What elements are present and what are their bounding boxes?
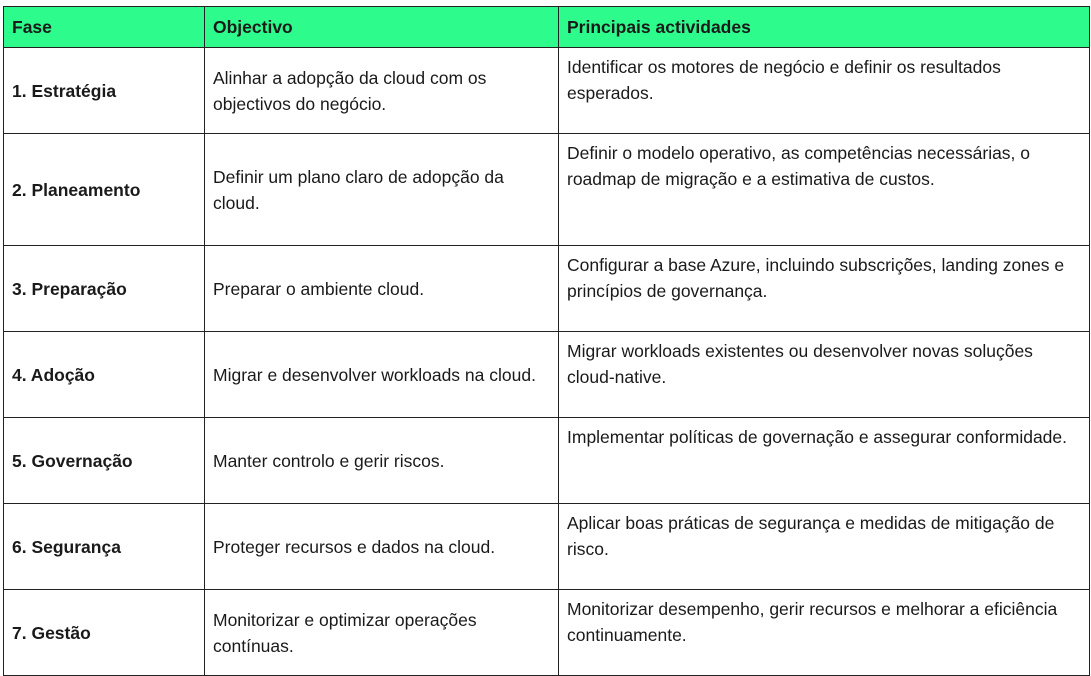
- activities-cell: Aplicar boas práticas de segurança e medidas de mitigação de risco.: [559, 504, 1090, 590]
- activities-cell: Migrar workloads existentes ou desenvolver novas soluções cloud-native.: [559, 332, 1090, 418]
- table-row: [4, 590, 1090, 676]
- table-row: [4, 48, 1090, 134]
- table-row: [4, 418, 1090, 504]
- objective-cell: Monitorizar e optimizar operações contínuas.: [205, 590, 559, 676]
- table-row: [4, 134, 1090, 246]
- objective-cell: Proteger recursos e dados na cloud.: [205, 504, 559, 590]
- objective-cell: Preparar o ambiente cloud.: [205, 246, 559, 332]
- header-activities: Principais actividades: [559, 7, 1090, 48]
- phase-cell: 6. Segurança: [4, 504, 205, 590]
- table-row: [4, 246, 1090, 332]
- phase-cell: 1. Estratégia: [4, 48, 205, 134]
- objective-cell: Manter controlo e gerir riscos.: [205, 418, 559, 504]
- activities-cell: Implementar políticas de governação e assegurar conformidade.: [559, 418, 1090, 504]
- activities-cell: Monitorizar desempenho, gerir recursos e melhorar a eficiência continuamente.: [559, 590, 1090, 676]
- phase-cell: 5. Governação: [4, 418, 205, 504]
- phase-cell: 2. Planeamento: [4, 134, 205, 246]
- activities-cell: Definir o modelo operativo, as competências necessárias, o roadmap de migração e a estimativa de custos.: [559, 134, 1090, 246]
- table-row: [4, 332, 1090, 418]
- phase-cell: 4. Adoção: [4, 332, 205, 418]
- objective-cell: Definir um plano claro de adopção da cloud.: [205, 134, 559, 246]
- header-phase: Fase: [4, 7, 205, 48]
- activities-cell: Configurar a base Azure, incluindo subscrições, landing zones e princípios de governança.: [559, 246, 1090, 332]
- objective-cell: Alinhar a adopção da cloud com os objectivos do negócio.: [205, 48, 559, 134]
- phase-cell: 3. Preparação: [4, 246, 205, 332]
- objective-cell: Migrar e desenvolver workloads na cloud.: [205, 332, 559, 418]
- header-objective: Objectivo: [205, 7, 559, 48]
- header-row: [4, 7, 1090, 48]
- phases-table: [3, 6, 1090, 676]
- activities-cell: Identificar os motores de negócio e definir os resultados esperados.: [559, 48, 1090, 134]
- table-row: [4, 504, 1090, 590]
- phase-cell: 7. Gestão: [4, 590, 205, 676]
